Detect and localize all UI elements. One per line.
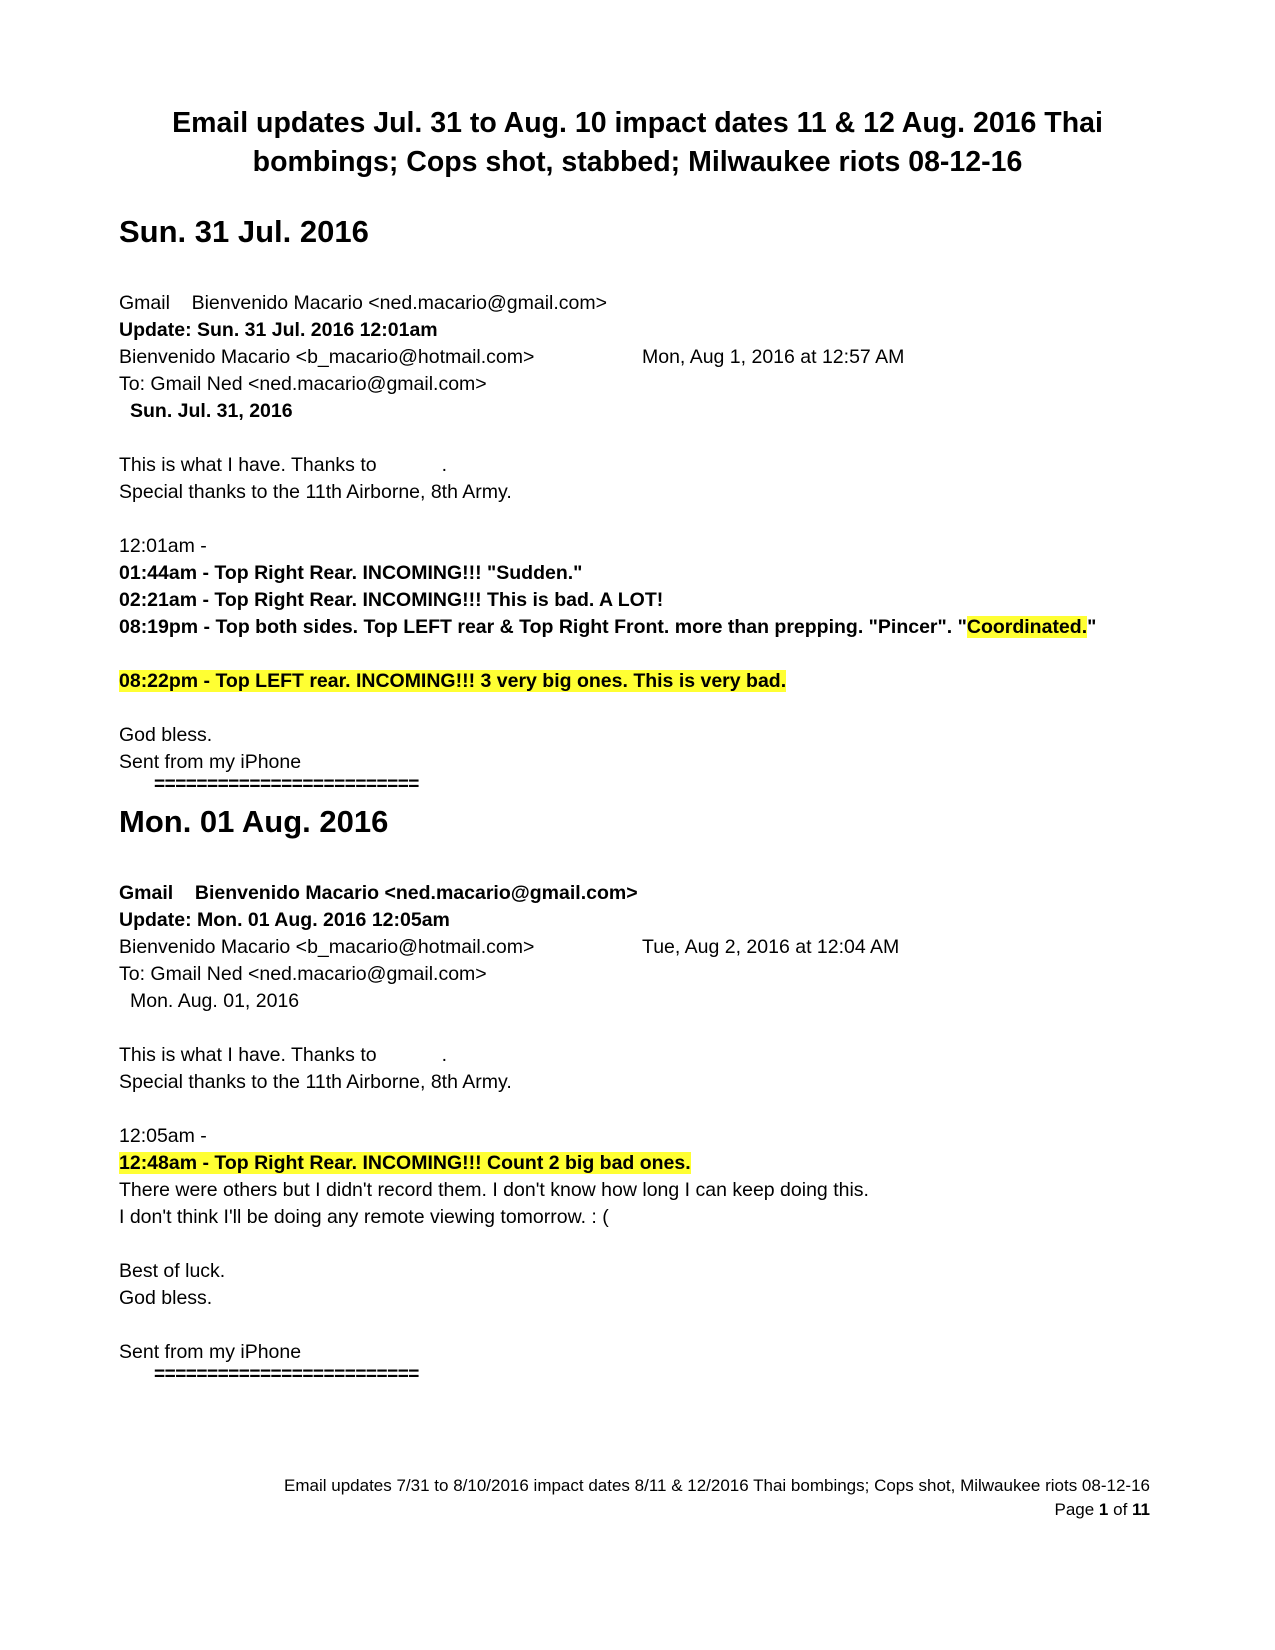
document-title: Email updates Jul. 31 to Aug. 10 impact dates 11 & 12 Aug. 2016 Thai bombings; Cops shot, stabbed; Milwaukee riots 08-12-16 [172,107,1103,178]
email-to: To: Gmail Ned <ned.macario@gmail.com> [119,963,487,985]
email-closing: God bless. [119,724,213,746]
page-footer [284,1474,1150,1522]
event-entry: 12:01am - [119,535,207,557]
email-body-line: This is what I have. Thanks to . [119,454,448,476]
event-entry-highlighted [119,668,786,694]
highlighted-text: Coordinated. [966,616,1088,638]
email-from-line: Gmail Bienvenido Macario <ned.macario@gmail.com> [119,292,608,314]
section-heading-aug-01: Mon. 01 Aug. 2016 [119,804,389,839]
email-note: I don't think I'll be doing any remote viewing tomorrow. : ( [119,1206,609,1228]
email-note: There were others but I didn't record them. I don't know how long I can keep doing this. [119,1179,869,1201]
page-of-label: of [1108,1500,1133,1519]
highlighted-text: 08:22pm - Top LEFT rear. INCOMING!!! 3 very big ones. This is very bad. [119,670,787,692]
email-closing: Best of luck. [119,1260,226,1282]
email-signature: Sent from my iPhone [119,751,302,773]
email-subject: Update: Mon. 01 Aug. 2016 12:05am [119,909,450,931]
highlighted-text: 12:48am - Top Right Rear. INCOMING!!! Count 2 big bad ones. [119,1152,691,1174]
email-date-line: Mon. Aug. 01, 2016 [130,990,300,1012]
event-text: 08:19pm - Top both sides. Top LEFT rear & Top Right Front. more than prepping. "Pincer". " [119,616,967,638]
email-sender: Bienvenido Macario <b_macario@hotmail.com> [119,346,535,368]
page-label: Page [1054,1500,1099,1519]
email-subject: Update: Sun. 31 Jul. 2016 12:01am [119,319,438,341]
email-sent-date: Tue, Aug 2, 2016 at 12:04 AM [642,936,900,958]
total-pages: 11 [1132,1500,1150,1519]
page-number [284,1498,1150,1522]
current-page: 1 [1098,1500,1109,1519]
email-sender: Bienvenido Macario <b_macario@hotmail.com> [119,936,535,958]
event-entry: 01:44am - Top Right Rear. INCOMING!!! "Sudden." [119,562,583,584]
email-body-line: Special thanks to the 11th Airborne, 8th Army. [119,481,512,503]
email-closing: God bless. [119,1287,213,1309]
footer-title: Email updates 7/31 to 8/10/2016 impact dates 8/11 & 12/2016 Thai bombings; Cops shot, Milwaukee riots 08-12-16 [284,1476,1150,1495]
email-from-line: Gmail Bienvenido Macario <ned.macario@gmail.com> [119,882,638,904]
event-entry [119,614,1096,640]
event-entry: 02:21am - Top Right Rear. INCOMING!!! This is bad. A LOT! [119,589,664,611]
email-body-line: This is what I have. Thanks to . [119,1044,448,1066]
email-to: To: Gmail Ned <ned.macario@gmail.com> [119,373,487,395]
email-body-line: Special thanks to the 11th Airborne, 8th Army. [119,1071,512,1093]
separator: ========================= [154,1364,419,1385]
separator: ========================= [154,774,419,795]
email-sent-date: Mon, Aug 1, 2016 at 12:57 AM [642,346,905,368]
event-text: " [1087,616,1097,638]
email-signature: Sent from my iPhone [119,1341,302,1363]
email-date-line: Sun. Jul. 31, 2016 [130,400,293,422]
event-entry-highlighted [119,1150,691,1176]
event-entry: 12:05am - [119,1125,207,1147]
section-heading-jul-31: Sun. 31 Jul. 2016 [119,214,369,249]
